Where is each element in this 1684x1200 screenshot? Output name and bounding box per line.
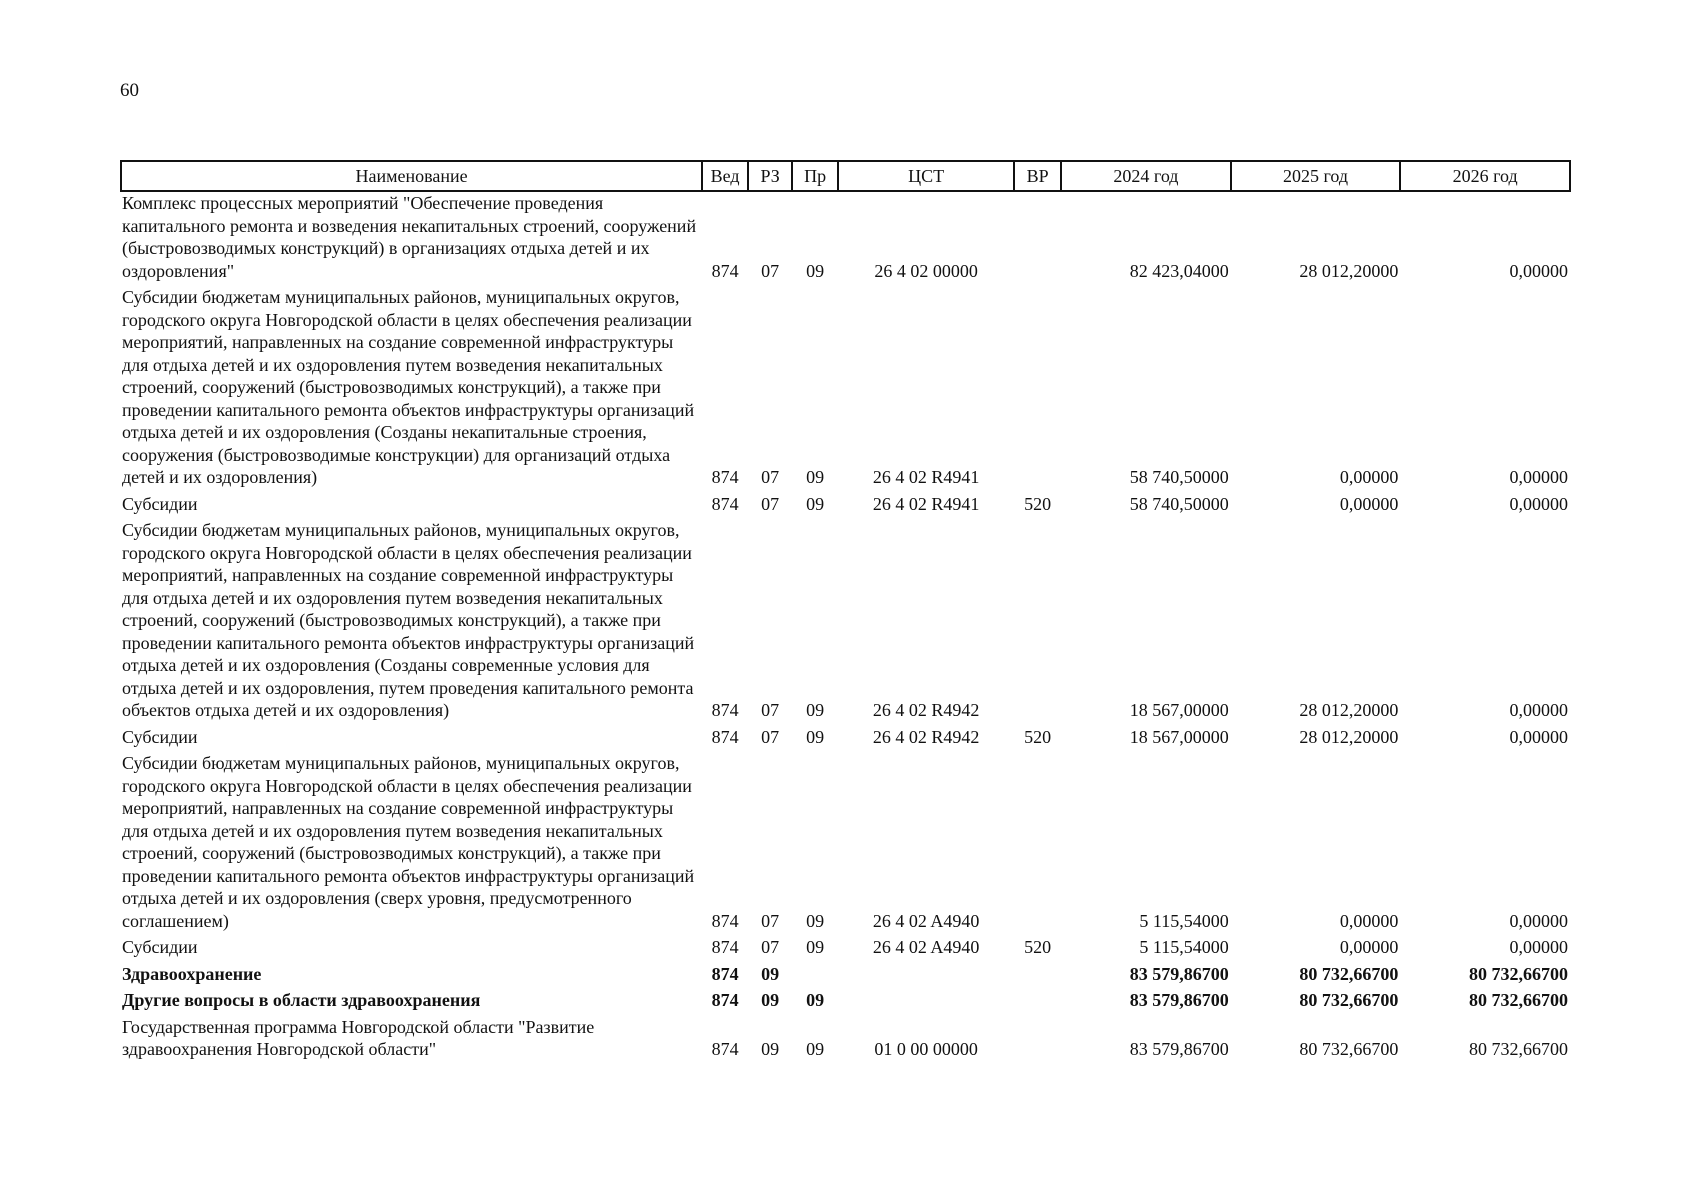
row-ved: 874 (711, 260, 739, 281)
row-rz: 09 (761, 1039, 780, 1059)
row-vr (1014, 1016, 1061, 1065)
row-2026: 0,00000 (1509, 700, 1568, 720)
row-2024: 83 579,86700 (1129, 963, 1229, 984)
table-row (121, 989, 1570, 1016)
table-row (121, 519, 1570, 726)
header-2026: 2026 год (1400, 161, 1570, 191)
row-ved: 874 (711, 493, 739, 514)
row-2026: 0,00000 (1509, 726, 1568, 747)
row-pr (792, 963, 838, 990)
row-ved: 874 (711, 910, 739, 931)
row-ved: 874 (711, 700, 739, 720)
row-2026: 80 732,66700 (1469, 1039, 1568, 1059)
row-vr (1014, 752, 1061, 936)
row-name: Субсидии бюджетам муниципальных районов, муниципальных округов, городского округа Новгородской области в целях обеспечения реализации мероприятий, направленных на создание современной инфраструктуры для отдыха детей и их оздоровления путем возведения некапитальных строений, сооружений (быстровозводимых конструкций), а также при проведении капитального ремонта объектов инфраструктуры организаций отдыха детей и их оздоровления (Созданы некапитальные строения, сооружения (быстровозводимые конструкции) для организаций отдыха детей и их оздоровления) (122, 287, 695, 487)
table-row (121, 286, 1570, 493)
row-name: Комплекс процессных мероприятий "Обеспечение проведения капитального ремонта и возведения некапитальных строений, сооружений (быстровозводимых конструкций) в организациях отдыха детей и их оздоровления" (122, 193, 697, 281)
row-pr: 09 (806, 726, 825, 747)
row-ved: 874 (711, 1039, 739, 1059)
row-rz: 07 (761, 726, 780, 747)
row-rz: 07 (761, 700, 780, 720)
header-name: Наименование (121, 161, 702, 191)
row-pr: 09 (806, 260, 825, 281)
row-2024: 18 567,00000 (1129, 700, 1229, 720)
header-vr: ВР (1014, 161, 1061, 191)
row-vr (1014, 191, 1061, 286)
row-cst: 26 4 02 00000 (874, 260, 978, 281)
row-2025: 80 732,66700 (1299, 1039, 1399, 1059)
row-rz: 07 (761, 260, 780, 281)
row-2025: 80 732,66700 (1299, 990, 1399, 1010)
page-number: 60 (120, 80, 139, 101)
row-vr (1014, 286, 1061, 493)
row-rz: 07 (761, 467, 780, 487)
row-cst (838, 989, 1014, 1016)
row-ved: 874 (711, 726, 739, 747)
row-2025: 80 732,66700 (1299, 963, 1399, 984)
row-cst: 26 4 02 A4940 (872, 937, 980, 957)
header-2024: 2024 год (1061, 161, 1231, 191)
row-ved: 874 (711, 937, 739, 957)
budget-table (120, 160, 1571, 1065)
row-name: Государственная программа Новгородской области "Развитие здравоохранения Новгородской области" (122, 1016, 595, 1059)
row-vr: 520 (1024, 937, 1052, 957)
row-2026: 0,00000 (1509, 937, 1568, 957)
table-row (121, 752, 1570, 936)
header-pr: Пр (792, 161, 838, 191)
table-header-row (121, 161, 1570, 191)
row-name: Субсидии (122, 937, 198, 957)
row-name: Другие вопросы в области здравоохранения (122, 990, 481, 1010)
row-2026: 80 732,66700 (1469, 990, 1568, 1010)
row-pr: 09 (806, 493, 825, 514)
row-name: Субсидии (122, 726, 198, 747)
row-cst: 26 4 02 A4940 (872, 910, 980, 931)
row-ved: 874 (711, 990, 739, 1010)
row-2025: 0,00000 (1339, 937, 1399, 957)
row-pr: 09 (806, 467, 825, 487)
row-name: Субсидии бюджетам муниципальных районов, муниципальных округов, городского округа Новгородской области в целях обеспечения реализации мероприятий, направленных на создание современной инфраструктуры для отдыха детей и их оздоровления путем возведения некапитальных строений, сооружений (быстровозводимых конструкций), а также при проведении капитального ремонта объектов инфраструктуры организаций отдыха детей и их оздоровления (Созданы современные условия для отдыха детей и их оздоровления, путем проведения капитального ремонта объектов отдыха детей и их оздоровления) (122, 520, 695, 720)
row-pr: 09 (806, 1039, 825, 1059)
row-2024: 5 115,54000 (1139, 910, 1229, 931)
row-rz: 09 (761, 963, 780, 984)
row-ved: 874 (711, 963, 739, 984)
row-2025: 0,00000 (1339, 910, 1399, 931)
row-vr (1014, 989, 1061, 1016)
table-row (121, 936, 1570, 963)
row-2024: 83 579,86700 (1129, 990, 1229, 1010)
row-2024: 82 423,04000 (1129, 260, 1229, 281)
row-2024: 58 740,50000 (1129, 493, 1229, 514)
row-vr: 520 (1024, 493, 1052, 514)
row-2025: 0,00000 (1339, 493, 1399, 514)
table-row (121, 726, 1570, 753)
row-2024: 18 567,00000 (1129, 726, 1229, 747)
row-2026: 0,00000 (1509, 493, 1568, 514)
table-row (121, 963, 1570, 990)
row-2026: 0,00000 (1509, 910, 1568, 931)
row-2024: 5 115,54000 (1139, 937, 1229, 957)
row-2025: 0,00000 (1339, 467, 1399, 487)
row-pr: 09 (806, 990, 825, 1010)
row-2026: 80 732,66700 (1469, 963, 1568, 984)
table-row (121, 493, 1570, 520)
row-cst (838, 963, 1014, 990)
row-name: Здравоохранение (122, 963, 262, 984)
row-2025: 28 012,20000 (1299, 260, 1399, 281)
row-name: Субсидии (122, 493, 198, 514)
row-2024: 83 579,86700 (1129, 1039, 1229, 1059)
row-cst: 26 4 02 R4942 (872, 726, 980, 747)
row-rz: 09 (761, 990, 780, 1010)
row-cst: 26 4 02 R4941 (872, 493, 980, 514)
row-cst: 01 0 00 00000 (874, 1039, 978, 1059)
row-2025: 28 012,20000 (1299, 700, 1399, 720)
header-rz: РЗ (748, 161, 792, 191)
row-2024: 58 740,50000 (1129, 467, 1229, 487)
header-ved: Вед (702, 161, 748, 191)
row-vr (1014, 963, 1061, 990)
table-row (121, 1016, 1570, 1065)
header-cst: ЦСТ (838, 161, 1014, 191)
table-row (121, 191, 1570, 286)
row-rz: 07 (761, 937, 780, 957)
row-2026: 0,00000 (1509, 260, 1568, 281)
row-pr: 09 (806, 700, 825, 720)
row-cst: 26 4 02 R4942 (872, 700, 980, 720)
row-cst: 26 4 02 R4941 (872, 467, 980, 487)
row-name: Субсидии бюджетам муниципальных районов, муниципальных округов, городского округа Новгородской области в целях обеспечения реализации мероприятий, направленных на создание современной инфраструктуры для отдыха детей и их оздоровления путем возведения некапитальных строений, сооружений (быстровозводимых конструкций), а также при проведении капитального ремонта объектов инфраструктуры организаций отдыха детей и их оздоровления (сверх уровня, предусмотренного соглашением) (122, 753, 695, 931)
header-2025: 2025 год (1231, 161, 1401, 191)
row-vr (1014, 519, 1061, 726)
row-ved: 874 (711, 467, 739, 487)
row-rz: 07 (761, 910, 780, 931)
row-2025: 28 012,20000 (1299, 726, 1399, 747)
row-2026: 0,00000 (1509, 467, 1568, 487)
table-body (121, 191, 1570, 1065)
row-pr: 09 (806, 910, 825, 931)
row-vr: 520 (1024, 726, 1052, 747)
row-pr: 09 (806, 937, 825, 957)
row-rz: 07 (761, 493, 780, 514)
